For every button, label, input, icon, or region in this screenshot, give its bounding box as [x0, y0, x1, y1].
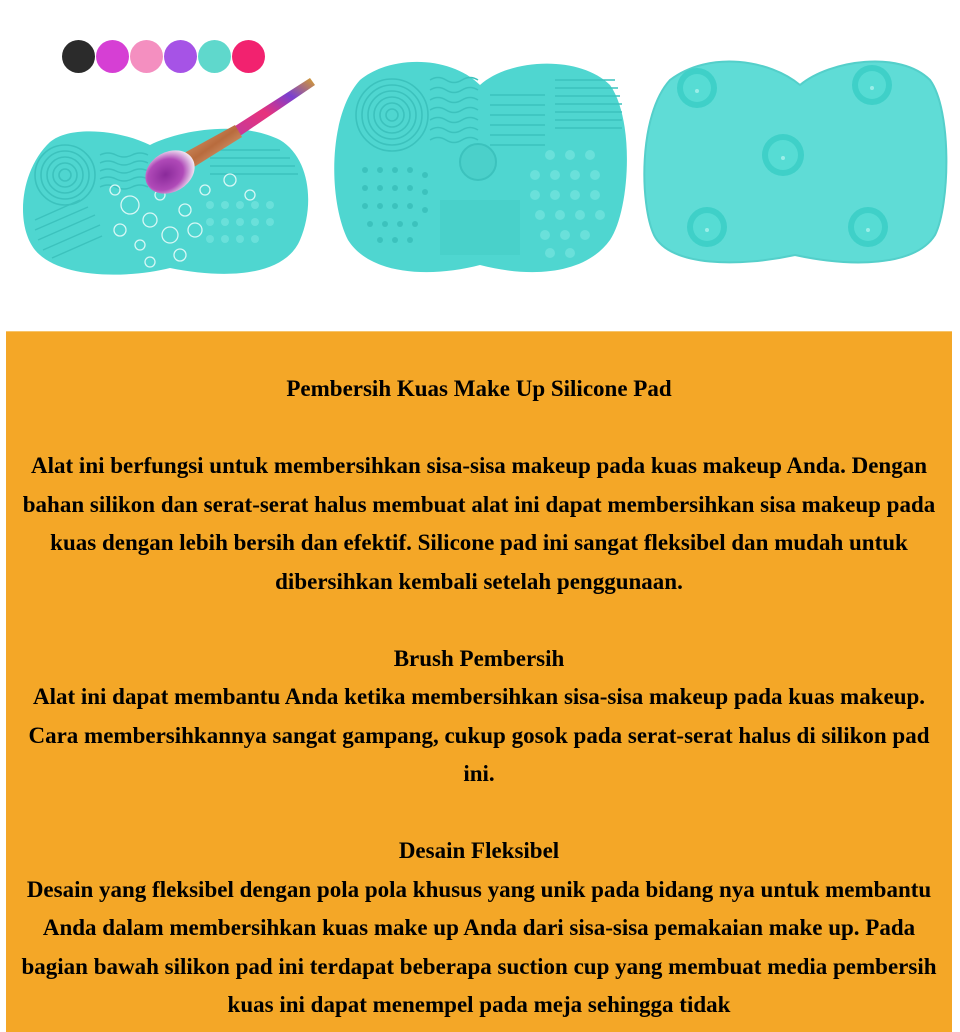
spacer [16, 794, 942, 833]
spacer [16, 601, 942, 640]
swatch-pink [130, 40, 163, 73]
color-swatches [62, 40, 265, 73]
intro-paragraph: Alat ini berfungsi untuk membersihkan sisa-sisa makeup pada kuas makeup Anda. Dengan bahan silikon dan serat-serat halus membuat alat ini dapat membersihkan sisa makeup pada kuas dengan lebih bersih dan efektif. Silicone pad ini sangat fleksibel dan mudah untuk dibersihkan kembali setelah penggunaan. [22, 453, 936, 594]
product-image-mat-front [330, 50, 630, 280]
swatch-magenta [96, 40, 129, 73]
product-image-banner [0, 0, 960, 320]
product-image-mat-back [640, 55, 950, 270]
swatch-black [62, 40, 95, 73]
section-body-brush: Alat ini dapat membantu Anda ketika membersihkan sisa-sisa makeup pada kuas makeup. Cara membersihkannya sangat gampang, cukup gosok pada serat-serat halus di silikon pad ini. [28, 684, 930, 786]
product-image-mat-with-brush [10, 30, 330, 290]
section-body-design: Desain yang fleksibel dengan pola pola khusus yang unik pada bidang nya untuk membantu Anda dalam membersihkan kuas make up Anda dari sisa-sisa pemakaian make up. Pada bagian bawah silikon pad ini terdapat beberapa suction cup yang membuat media pembersih kuas ini dapat menempel pada meja sehingga tidak [21, 876, 937, 1017]
spacer [16, 409, 942, 448]
section-heading-brush: Brush Pembersih [393, 645, 565, 671]
product-description-box [6, 331, 952, 1032]
swatch-purple [164, 40, 197, 73]
swatch-hot-pink [232, 40, 265, 73]
swatch-turquoise [198, 40, 231, 73]
product-title: Pembersih Kuas Make Up Silicone Pad [286, 376, 672, 401]
section-heading-design: Desain Fleksibel [398, 838, 560, 863]
